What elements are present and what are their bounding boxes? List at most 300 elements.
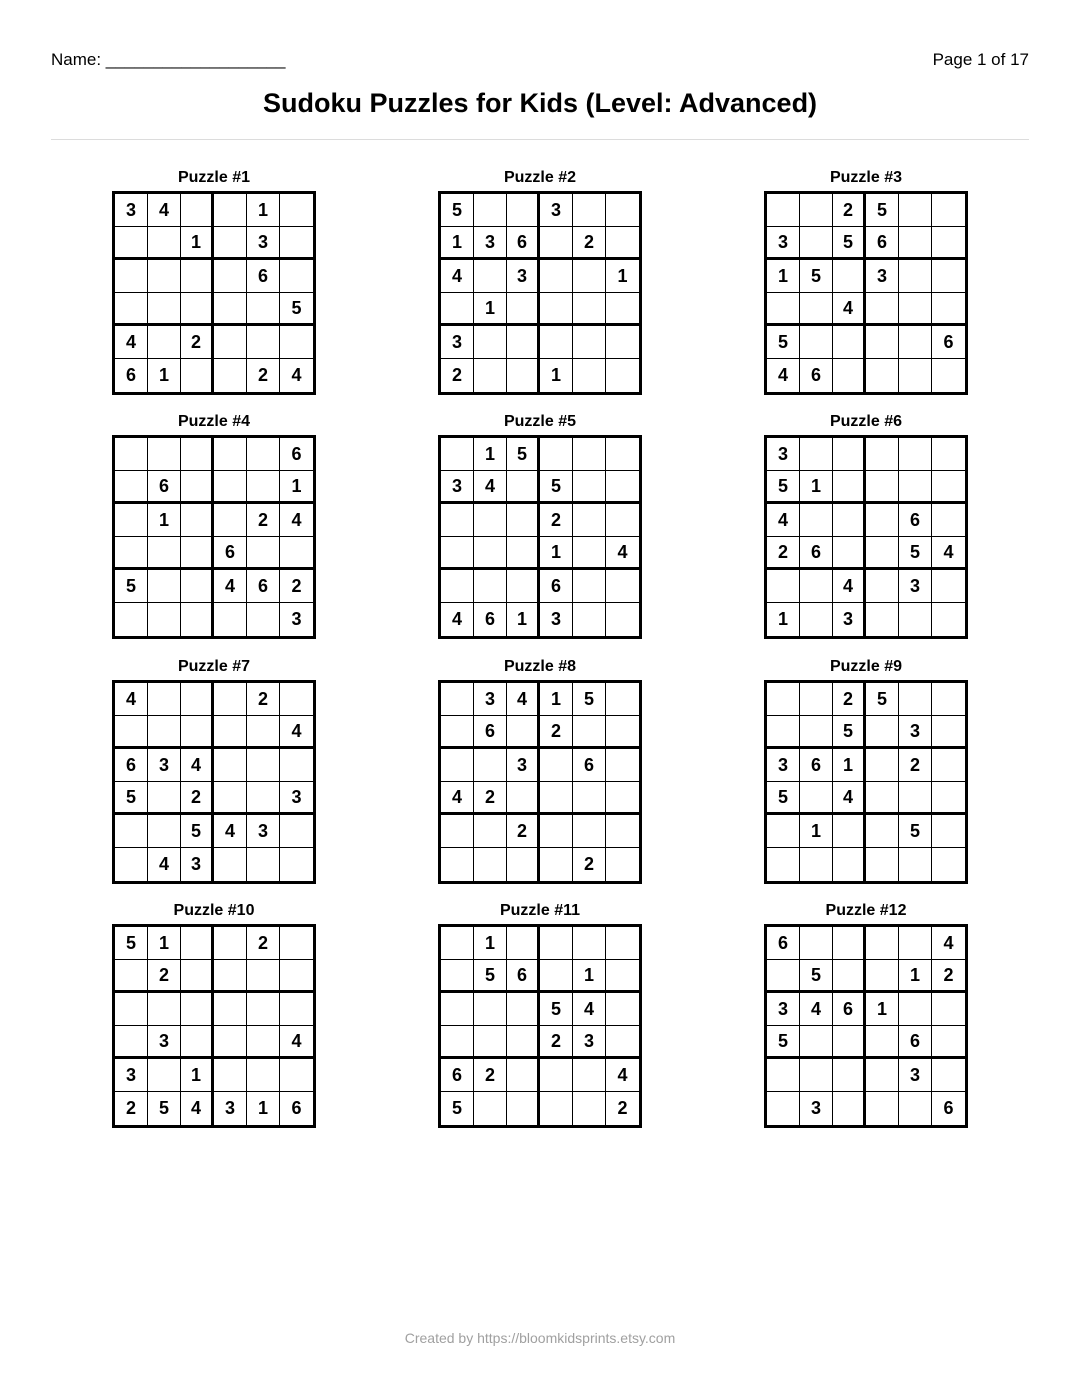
sudoku-cell [606, 359, 639, 392]
sudoku-cell: 5 [800, 960, 833, 993]
sudoku-cell: 4 [932, 537, 965, 570]
sudoku-cell: 1 [441, 227, 474, 260]
sudoku-cell [280, 749, 313, 782]
sudoku-cell: 4 [441, 782, 474, 815]
sudoku-cell: 2 [617, 1098, 628, 1118]
sudoku-cell [280, 993, 313, 1026]
sudoku-cell: 5 [474, 960, 507, 993]
sudoku-cell: 6 [507, 960, 540, 993]
sudoku-cell [606, 471, 639, 504]
sudoku-cell [606, 927, 639, 960]
sudoku-cell: 5 [148, 1092, 181, 1125]
sudoku-cell [932, 993, 965, 1026]
sudoku-cell: 2 [247, 359, 280, 392]
puzzle-block [112, 167, 316, 395]
sudoku-cell [767, 194, 800, 227]
sudoku-cell [507, 537, 540, 570]
sudoku-cell [280, 927, 313, 960]
sudoku-cell [181, 537, 214, 570]
sudoku-cell: 3 [115, 1059, 148, 1092]
sudoku-cell [441, 927, 474, 960]
sudoku-cell: 5 [899, 815, 932, 848]
sudoku-cell: 3 [540, 194, 573, 227]
sudoku-cell [899, 927, 932, 960]
sudoku-cell [214, 1026, 247, 1059]
sudoku-cell [540, 927, 573, 960]
sudoku-cell [932, 749, 965, 782]
sudoku-cell [899, 782, 932, 815]
sudoku-cell [474, 194, 507, 227]
sudoku-cell [573, 471, 606, 504]
sudoku-cell [540, 260, 573, 293]
sudoku-cell [181, 194, 214, 227]
sudoku-cell [148, 260, 181, 293]
sudoku-cell: 4 [767, 359, 800, 392]
sudoku-cell [573, 716, 606, 749]
sudoku-cell [474, 359, 507, 392]
sudoku-cell [899, 260, 932, 293]
sudoku-cell [800, 848, 833, 881]
sudoku-cell [148, 716, 181, 749]
sudoku-cell [932, 293, 965, 326]
sudoku-cell [573, 603, 606, 636]
sudoku-cell: 5 [899, 537, 932, 570]
sudoku-cell [606, 603, 639, 636]
sudoku-cell: 2 [441, 359, 474, 392]
sudoku-cell [507, 471, 540, 504]
sudoku-cell: 4 [507, 683, 540, 716]
sudoku-cell: 3 [474, 227, 507, 260]
sudoku-cell: 3 [115, 194, 148, 227]
sudoku-cell [606, 570, 639, 603]
sudoku-cell: 6 [899, 504, 932, 537]
sudoku-cell [441, 504, 474, 537]
sudoku-cell [181, 683, 214, 716]
sudoku-cell [214, 603, 247, 636]
sudoku-cell: 4 [573, 993, 606, 1026]
sudoku-cell [606, 993, 639, 1026]
sudoku-cell: 3 [767, 993, 800, 1026]
sudoku-cell [899, 1092, 932, 1125]
sudoku-cell [800, 1059, 833, 1092]
sudoku-cell: 5 [767, 1026, 800, 1059]
sudoku-cell: 4 [181, 749, 214, 782]
sudoku-cell: 1 [474, 438, 507, 471]
puzzle-block [112, 411, 316, 639]
sudoku-cell [474, 570, 507, 603]
sudoku-cell: 3 [441, 326, 474, 359]
sudoku-cell: 4 [280, 716, 313, 749]
sudoku-cell [247, 749, 280, 782]
sudoku-cell: 2 [833, 683, 866, 716]
sudoku-cell [507, 194, 540, 227]
sudoku-cell: 1 [148, 927, 181, 960]
sudoku-cell: 6 [943, 1098, 954, 1118]
sudoku-cell [573, 570, 606, 603]
sudoku-cell: 4 [474, 471, 507, 504]
sudoku-cell [214, 993, 247, 1026]
puzzle-block [438, 656, 642, 884]
sudoku-cell [767, 1092, 800, 1125]
sudoku-cell: 3 [247, 227, 280, 260]
sudoku-cell [606, 716, 639, 749]
sudoku-cell: 5 [800, 260, 833, 293]
sudoku-cell [833, 927, 866, 960]
sudoku-cell [833, 326, 866, 359]
sudoku-cell [833, 1092, 866, 1125]
sudoku-cell [181, 438, 214, 471]
sudoku-cell: 6 [932, 326, 965, 359]
sudoku-cell [899, 438, 932, 471]
puzzle-title: Puzzle #9 [829, 658, 903, 675]
sudoku-cell [247, 438, 280, 471]
puzzle-block [438, 167, 642, 395]
sudoku-cell [767, 1059, 800, 1092]
sudoku-cell [573, 293, 606, 326]
sudoku-cell: 1 [767, 603, 800, 636]
sudoku-cell [767, 960, 800, 993]
sudoku-cell [115, 960, 148, 993]
footer-credit: Created by https://bloomkidsprints.etsy.com [404, 1330, 676, 1346]
sudoku-cell: 6 [247, 260, 280, 293]
sudoku-cell: 2 [833, 194, 866, 227]
sudoku-cell [507, 848, 540, 881]
name-field-label: Name: ___________________ [51, 50, 286, 69]
sudoku-cell [214, 326, 247, 359]
sudoku-cell [866, 504, 899, 537]
sudoku-cell [767, 293, 800, 326]
sudoku-cell [507, 993, 540, 1026]
sudoku-cell [899, 326, 932, 359]
sudoku-cell [800, 326, 833, 359]
sudoku-cell [606, 227, 639, 260]
sudoku-cell [474, 504, 507, 537]
sudoku-cell [767, 716, 800, 749]
sudoku-cell [214, 227, 247, 260]
sudoku-cell: 3 [148, 1026, 181, 1059]
sudoku-cell [866, 570, 899, 603]
sudoku-cell: 1 [606, 260, 639, 293]
sudoku-cell: 1 [540, 683, 573, 716]
sudoku-cell: 3 [507, 749, 540, 782]
sudoku-cell: 1 [148, 504, 181, 537]
sudoku-cell [214, 716, 247, 749]
puzzle-title: Puzzle #6 [829, 413, 903, 430]
sudoku-cell [866, 359, 899, 392]
sudoku-cell [474, 537, 507, 570]
sudoku-cell: 1 [800, 471, 833, 504]
sudoku-cell [573, 359, 606, 392]
sudoku-grid [438, 435, 642, 639]
sudoku-cell [800, 438, 833, 471]
sudoku-cell [247, 326, 280, 359]
sudoku-cell [214, 927, 247, 960]
sudoku-cell [214, 1059, 247, 1092]
sudoku-cell: 6 [474, 716, 507, 749]
sudoku-cell [606, 504, 639, 537]
sudoku-cell [247, 782, 280, 815]
sudoku-cell [573, 782, 606, 815]
sudoku-cell [507, 1092, 540, 1125]
sudoku-cell [280, 194, 313, 227]
sudoku-cell: 1 [866, 993, 899, 1026]
sudoku-cell: 5 [115, 782, 148, 815]
puzzle-title: Puzzle #3 [829, 169, 903, 186]
sudoku-cell: 5 [833, 716, 866, 749]
sudoku-cell [441, 716, 474, 749]
sudoku-cell: 3 [474, 683, 507, 716]
sudoku-cell [899, 683, 932, 716]
sudoku-cell [115, 603, 148, 636]
sudoku-cell [148, 326, 181, 359]
sudoku-cell [181, 1026, 214, 1059]
sudoku-cell [214, 683, 247, 716]
sudoku-cell [148, 438, 181, 471]
sudoku-cell [181, 960, 214, 993]
sudoku-cell: 2 [247, 927, 280, 960]
sudoku-cell: 6 [214, 537, 247, 570]
sudoku-cell: 6 [441, 1059, 474, 1092]
sudoku-cell [474, 326, 507, 359]
sudoku-cell [800, 603, 833, 636]
sudoku-cell [573, 438, 606, 471]
sudoku-cell: 2 [899, 749, 932, 782]
sudoku-cell: 4 [800, 993, 833, 1026]
sudoku-cell [441, 848, 474, 881]
sudoku-cell [866, 815, 899, 848]
sudoku-cell: 3 [767, 227, 800, 260]
sudoku-cell [540, 1092, 573, 1125]
sudoku-cell: 3 [767, 749, 800, 782]
sudoku-cell [441, 1026, 474, 1059]
sudoku-grid [112, 680, 316, 884]
puzzle-title: Puzzle #2 [503, 169, 577, 186]
sudoku-cell: 6 [833, 993, 866, 1026]
sudoku-cell [507, 326, 540, 359]
sudoku-cell [800, 782, 833, 815]
sudoku-cell [866, 603, 899, 636]
sudoku-cell: 5 [573, 683, 606, 716]
sudoku-cell [866, 1059, 899, 1092]
sudoku-cell [115, 438, 148, 471]
sudoku-cell: 5 [441, 1092, 474, 1125]
sudoku-cell [507, 927, 540, 960]
sudoku-cell [474, 749, 507, 782]
sudoku-cell: 1 [540, 537, 573, 570]
sudoku-cell [866, 749, 899, 782]
sudoku-cell [148, 227, 181, 260]
sudoku-cell: 2 [280, 570, 313, 603]
sudoku-cell [866, 438, 899, 471]
sudoku-cell: 3 [247, 815, 280, 848]
sudoku-cell: 5 [115, 927, 148, 960]
sudoku-cell [932, 471, 965, 504]
sudoku-cell [214, 260, 247, 293]
sudoku-cell: 1 [280, 471, 313, 504]
sudoku-cell: 3 [280, 782, 313, 815]
sudoku-cell: 6 [800, 359, 833, 392]
sudoku-cell [540, 227, 573, 260]
sudoku-cell: 6 [507, 227, 540, 260]
sudoku-cell [899, 293, 932, 326]
sudoku-cell [932, 359, 965, 392]
sudoku-cell: 3 [441, 471, 474, 504]
sudoku-cell [540, 438, 573, 471]
sudoku-cell [866, 471, 899, 504]
sudoku-cell: 5 [767, 782, 800, 815]
sudoku-cell: 2 [573, 848, 606, 881]
sudoku-cell [540, 960, 573, 993]
sudoku-cell: 5 [280, 293, 313, 326]
sudoku-cell: 3 [899, 570, 932, 603]
sudoku-cell [540, 815, 573, 848]
sudoku-cell [899, 227, 932, 260]
sudoku-cell [181, 927, 214, 960]
sudoku-cell: 2 [247, 683, 280, 716]
sudoku-cell [573, 927, 606, 960]
sudoku-cell: 6 [866, 227, 899, 260]
sudoku-cell: 6 [115, 359, 148, 392]
sudoku-cell [115, 537, 148, 570]
sudoku-cell: 2 [181, 782, 214, 815]
sudoku-cell [866, 782, 899, 815]
sudoku-cell [833, 438, 866, 471]
sudoku-cell [833, 504, 866, 537]
sudoku-cell: 6 [247, 570, 280, 603]
sudoku-cell [833, 537, 866, 570]
sudoku-cell: 6 [800, 537, 833, 570]
sudoku-cell: 1 [540, 359, 573, 392]
sudoku-cell [441, 749, 474, 782]
sudoku-cell: 6 [899, 1026, 932, 1059]
sudoku-cell [115, 1026, 148, 1059]
sudoku-cell [148, 683, 181, 716]
sudoku-cell [800, 1026, 833, 1059]
sudoku-cell: 1 [474, 927, 507, 960]
sudoku-cell [606, 848, 639, 881]
sudoku-cell: 4 [115, 683, 148, 716]
sudoku-cell: 3 [291, 609, 302, 629]
sudoku-cell [280, 537, 313, 570]
sudoku-cell: 4 [181, 1092, 214, 1125]
sudoku-cell [606, 326, 639, 359]
sudoku-cell [932, 227, 965, 260]
sudoku-cell [800, 683, 833, 716]
sudoku-cell [800, 227, 833, 260]
sudoku-cell [800, 716, 833, 749]
sudoku-cell [441, 815, 474, 848]
sudoku-cell [606, 782, 639, 815]
sudoku-cell: 2 [181, 326, 214, 359]
sudoku-cell [866, 537, 899, 570]
sudoku-cell [899, 471, 932, 504]
sudoku-grid [112, 191, 316, 395]
sudoku-cell [214, 504, 247, 537]
sudoku-cell [932, 194, 965, 227]
sudoku-cell [866, 293, 899, 326]
sudoku-cell [115, 293, 148, 326]
sudoku-cell: 5 [181, 815, 214, 848]
sudoku-cell [866, 1092, 899, 1125]
sudoku-cell: 3 [833, 603, 866, 636]
sudoku-cell: 3 [899, 716, 932, 749]
sudoku-cell: 3 [573, 1026, 606, 1059]
sudoku-cell [115, 815, 148, 848]
sudoku-cell [932, 570, 965, 603]
sudoku-cell: 3 [899, 1059, 932, 1092]
puzzle-title: Puzzle #10 [173, 902, 255, 919]
sudoku-cell [507, 1059, 540, 1092]
sudoku-cell [247, 603, 280, 636]
sudoku-cell: 2 [474, 782, 507, 815]
sudoku-cell: 1 [507, 603, 540, 636]
sudoku-cell: 6 [767, 927, 800, 960]
sudoku-cell: 5 [115, 570, 148, 603]
sudoku-cell [932, 716, 965, 749]
sudoku-cell [148, 815, 181, 848]
sudoku-cell [573, 260, 606, 293]
sudoku-cell [767, 848, 800, 881]
sudoku-cell [833, 1059, 866, 1092]
sudoku-cell [181, 471, 214, 504]
sudoku-cell [606, 1026, 639, 1059]
sudoku-grid [438, 191, 642, 395]
sudoku-cell [214, 782, 247, 815]
sudoku-cell [866, 326, 899, 359]
sudoku-cell: 5 [441, 194, 474, 227]
sudoku-cell [148, 993, 181, 1026]
sudoku-cell [606, 749, 639, 782]
sudoku-cell: 5 [540, 993, 573, 1026]
sudoku-cell [247, 1059, 280, 1092]
sudoku-cell [899, 603, 932, 636]
sudoku-cell [181, 504, 214, 537]
sudoku-cell [767, 683, 800, 716]
sudoku-cell: 2 [767, 537, 800, 570]
sudoku-cell [214, 848, 247, 881]
puzzle-block [764, 167, 968, 395]
sudoku-cell [280, 848, 313, 881]
sudoku-cell [441, 570, 474, 603]
sudoku-cell [507, 359, 540, 392]
sudoku-cell: 4 [148, 194, 181, 227]
sudoku-cell [800, 570, 833, 603]
sudoku-cell: 1 [899, 960, 932, 993]
sudoku-cell [115, 260, 148, 293]
sudoku-cell [833, 359, 866, 392]
sudoku-cell [932, 683, 965, 716]
sudoku-cell [280, 326, 313, 359]
page-title: Sudoku Puzzles for Kids (Level: Advanced) [262, 88, 818, 118]
sudoku-cell [115, 993, 148, 1026]
puzzle-title: Puzzle #4 [177, 413, 251, 430]
puzzle-title: Puzzle #8 [503, 658, 577, 675]
sudoku-grid [112, 435, 316, 639]
sudoku-cell: 4 [932, 927, 965, 960]
sudoku-cell [247, 293, 280, 326]
sudoku-cell [932, 1059, 965, 1092]
sudoku-cell [441, 537, 474, 570]
sudoku-cell [833, 960, 866, 993]
sudoku-cell: 1 [247, 1092, 280, 1125]
sudoku-cell: 1 [800, 815, 833, 848]
sudoku-cell [866, 848, 899, 881]
sudoku-cell [247, 471, 280, 504]
sudoku-cell [573, 1092, 606, 1125]
sudoku-cell [280, 260, 313, 293]
sudoku-cell [247, 1026, 280, 1059]
sudoku-cell: 1 [767, 260, 800, 293]
